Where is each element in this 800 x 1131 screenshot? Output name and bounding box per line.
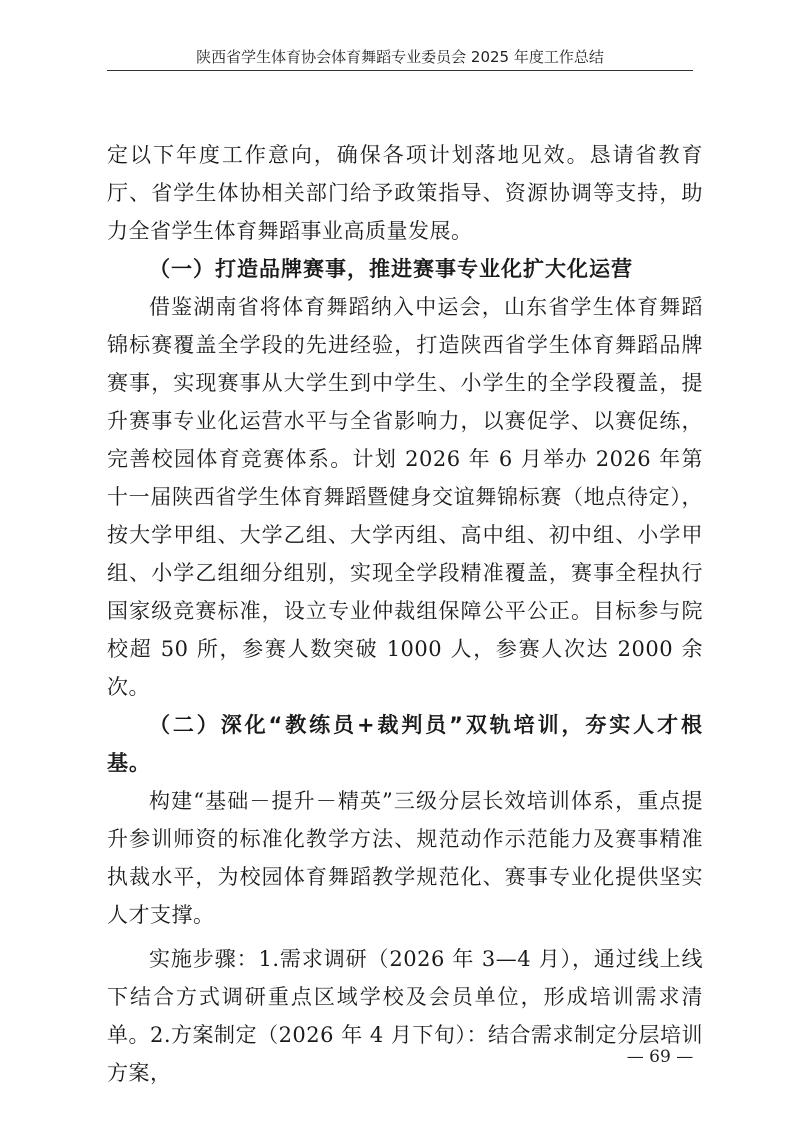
paragraph-implementation-steps: 实施步骤：1.需求调研（2026 年 3—4 月），通过线上线下结合方式调研重点区域学校及会员单位，形成培训需求清单。2.方案制定（2026 年 4 月下旬）：结合需求制定分层培训方案， — [107, 947, 703, 1085]
header-divider — [107, 70, 693, 71]
section-heading-1: （一）打造品牌赛事，推进赛事专业化扩大化运营 — [149, 257, 633, 281]
section-heading-2: （二）深化“教练员+裁判员”双轨培训，夯实人才根基。 — [107, 713, 703, 775]
paragraph-continuation: 定以下年度工作意向，确保各项计划落地见效。恳请省教育厅、省学生体协相关部门给予政策指导、资源协调等支持，助力全省学生体育舞蹈事业高质量发展。 — [107, 143, 703, 243]
paragraph-brand-competition: 借鉴湖南省将体育舞蹈纳入中运会，山东省学生体育舞蹈锦标赛覆盖全学段的先进经验，打造陕西省学生体育舞蹈品牌赛事，实现赛事从大学生到中学生、小学生的全学段覆盖，提升赛事专业化运营水平与全省影响力，以赛促学、以赛促练，完善校园体育竞赛体系。计划 2026 年 6 月举办 2026 年第十一届陕西省学生体育舞蹈暨健身交谊舞锦标赛（地点待定），按大学甲组、大学乙组、大学丙组、高中组、初中组、小学甲组、小学乙组细分组别，实现全学段精准覆盖，赛事全程执行国家级竞赛标准，设立专业仲裁组保障公平公正。目标参与院校超 50 所，参赛人数突破 1000 人，参赛人次达 2000 余次。 — [107, 295, 703, 699]
page-number: — 69 — — [626, 1047, 694, 1067]
running-header: 陕西省学生体育协会体育舞蹈专业委员会 2025 年度工作总结 — [196, 48, 604, 66]
document-body — [107, 136, 703, 1092]
paragraph-training-system: 构建“基础－提升－精英”三级分层长效培训体系，重点提升参训师资的标准化教学方法、规范动作示范能力及赛事精准执裁水平，为校园体育舞蹈教学规范化、赛事专业化提供坚实人才支撑。 — [107, 789, 703, 927]
